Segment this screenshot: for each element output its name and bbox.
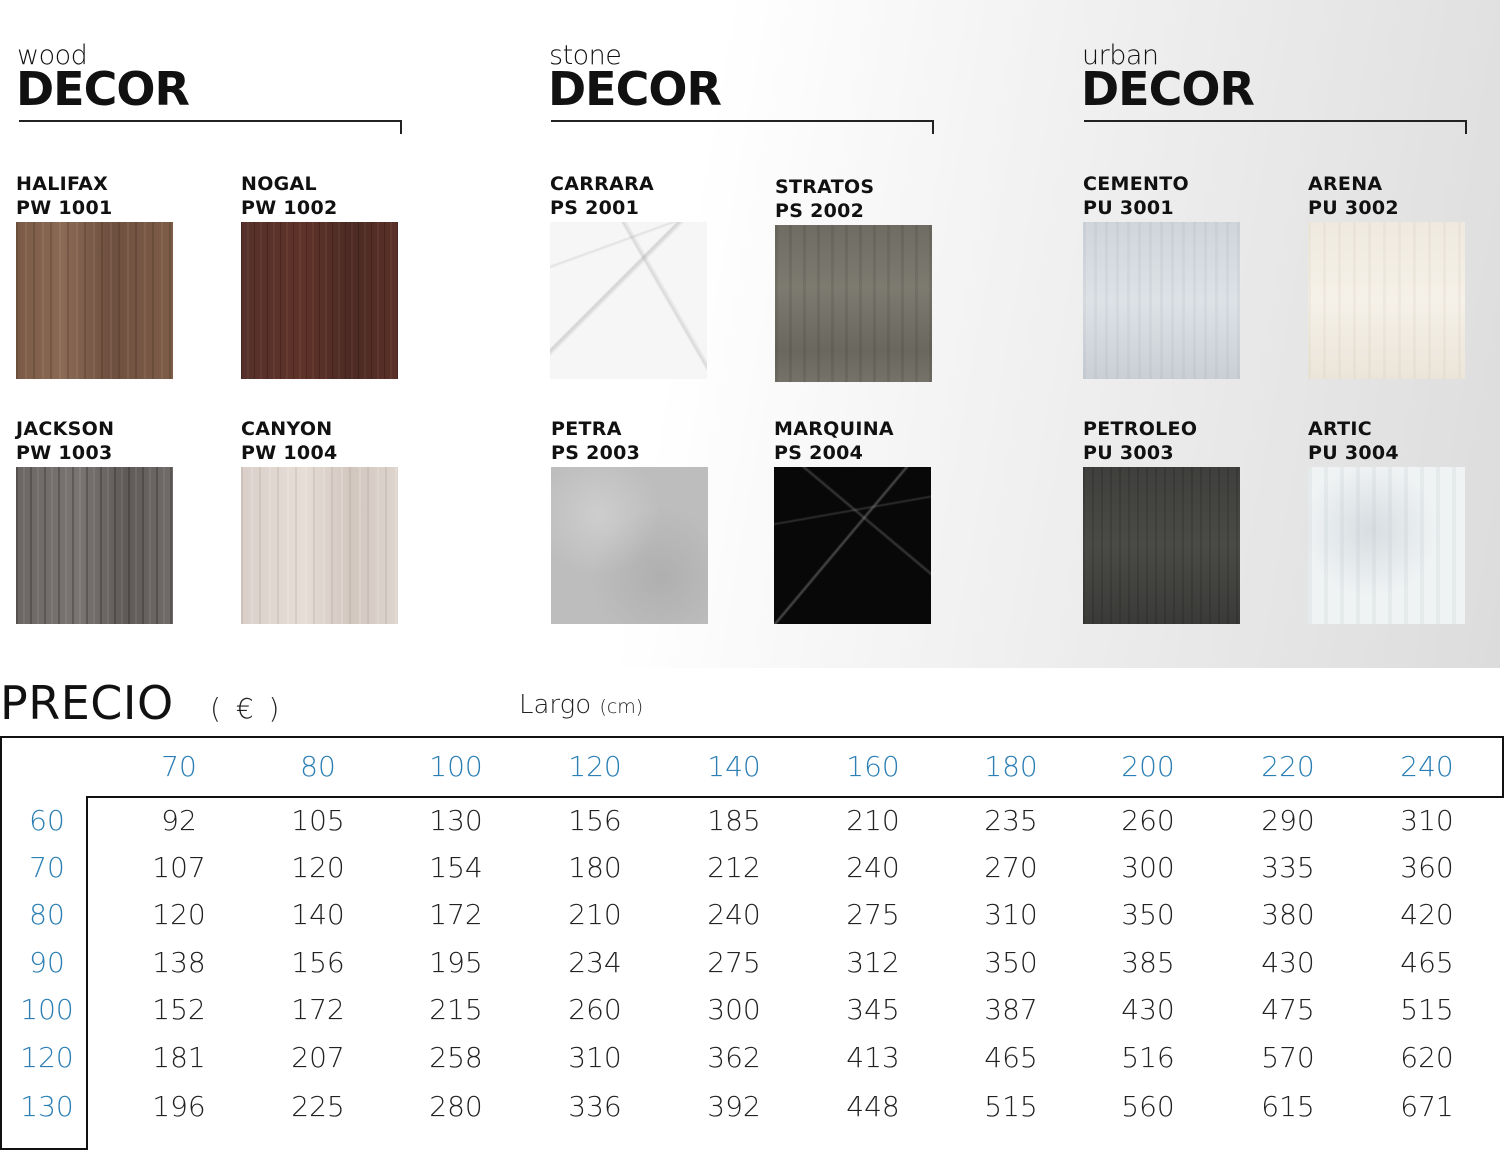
row-header: 100 xyxy=(20,993,74,1026)
price-cell: 310 xyxy=(984,898,1038,931)
column-header: 140 xyxy=(707,750,761,783)
price-cell: 275 xyxy=(846,898,900,931)
price-cell: 105 xyxy=(291,804,345,837)
table-header-divider xyxy=(86,796,1504,798)
swatch-image xyxy=(16,222,173,379)
price-cell: 240 xyxy=(707,898,761,931)
price-cell: 270 xyxy=(984,851,1038,884)
price-cell: 92 xyxy=(161,804,197,837)
price-cell: 196 xyxy=(152,1090,206,1123)
swatch-image xyxy=(1083,222,1240,379)
swatch-cemento[interactable] xyxy=(1083,172,1243,379)
price-cell: 156 xyxy=(291,946,345,979)
price-cell: 335 xyxy=(1261,851,1315,884)
price-cell: 290 xyxy=(1261,804,1315,837)
price-cell: 107 xyxy=(152,851,206,884)
swatch-code: PU 3003 xyxy=(1083,442,1174,464)
row-header: 60 xyxy=(29,804,65,837)
swatch-stratos[interactable] xyxy=(775,175,935,382)
column-header: 100 xyxy=(429,750,483,783)
wood-decor-collection xyxy=(17,36,407,646)
swatch-name: MARQUINA xyxy=(774,418,894,440)
price-cell: 310 xyxy=(1400,804,1454,837)
swatch-image xyxy=(775,225,932,382)
collection-subtitle: urban xyxy=(1082,40,1159,71)
swatch-nogal[interactable] xyxy=(241,172,401,379)
swatch-image xyxy=(1308,467,1465,624)
price-cell: 280 xyxy=(429,1090,483,1123)
price-cell: 152 xyxy=(152,993,206,1026)
row-header: 80 xyxy=(29,898,65,931)
swatch-image xyxy=(241,222,398,379)
swatch-image xyxy=(551,467,708,624)
swatch-code: PW 1004 xyxy=(241,442,338,464)
price-cell: 120 xyxy=(152,898,206,931)
collection-logo: DECOR xyxy=(1081,62,1254,116)
price-cell: 570 xyxy=(1261,1041,1315,1074)
row-header: 70 xyxy=(29,851,65,884)
column-header: 160 xyxy=(846,750,900,783)
price-cell: 560 xyxy=(1121,1090,1175,1123)
swatch-canyon[interactable] xyxy=(241,417,401,624)
price-cell: 138 xyxy=(152,946,206,979)
swatch-code: PW 1002 xyxy=(241,197,338,219)
column-header: 120 xyxy=(568,750,622,783)
swatch-name: PETRA xyxy=(551,418,622,440)
swatch-code: PU 3002 xyxy=(1308,197,1399,219)
price-cell: 185 xyxy=(707,804,761,837)
swatch-image xyxy=(16,467,173,624)
price-cell: 240 xyxy=(846,851,900,884)
swatch-petra[interactable] xyxy=(551,417,711,624)
swatch-name: JACKSON xyxy=(16,418,115,440)
swatch-name: HALIFAX xyxy=(16,173,109,195)
price-cell: 465 xyxy=(984,1041,1038,1074)
price-cell: 258 xyxy=(429,1041,483,1074)
price-cell: 300 xyxy=(707,993,761,1026)
price-cell: 362 xyxy=(707,1041,761,1074)
price-cell: 515 xyxy=(984,1090,1038,1123)
swatch-marquina[interactable] xyxy=(774,417,934,624)
price-cell: 392 xyxy=(707,1090,761,1123)
price-cell: 130 xyxy=(429,804,483,837)
price-cell: 156 xyxy=(568,804,622,837)
swatch-name: ARENA xyxy=(1308,173,1383,195)
price-cell: 210 xyxy=(846,804,900,837)
price-cell: 260 xyxy=(1121,804,1175,837)
column-header: 180 xyxy=(984,750,1038,783)
price-cell: 350 xyxy=(1121,898,1175,931)
price-cell: 225 xyxy=(291,1090,345,1123)
swatch-halifax[interactable] xyxy=(16,172,176,379)
price-cell: 235 xyxy=(984,804,1038,837)
table-bottom-border xyxy=(0,1148,88,1150)
swatch-name: CARRARA xyxy=(550,173,655,195)
collection-divider xyxy=(19,120,402,134)
price-cell: 360 xyxy=(1400,851,1454,884)
price-cell: 212 xyxy=(707,851,761,884)
swatch-name: CEMENTO xyxy=(1083,173,1189,195)
price-cell: 172 xyxy=(429,898,483,931)
price-cell: 172 xyxy=(291,993,345,1026)
collection-divider xyxy=(551,120,934,134)
column-header: 70 xyxy=(161,750,197,783)
column-header: 200 xyxy=(1121,750,1175,783)
price-cell: 615 xyxy=(1261,1090,1315,1123)
price-cell: 475 xyxy=(1261,993,1315,1026)
price-cell: 140 xyxy=(291,898,345,931)
swatch-code: PW 1003 xyxy=(16,442,113,464)
price-cell: 515 xyxy=(1400,993,1454,1026)
swatch-name: ARTIC xyxy=(1308,418,1372,440)
column-header: 80 xyxy=(300,750,336,783)
price-cell: 350 xyxy=(984,946,1038,979)
swatch-image xyxy=(1083,467,1240,624)
price-cell: 181 xyxy=(152,1041,206,1074)
price-cell: 312 xyxy=(846,946,900,979)
price-cell: 385 xyxy=(1121,946,1175,979)
urban-decor-collection xyxy=(1082,36,1472,646)
swatch-code: PW 1001 xyxy=(16,197,113,219)
price-cell: 465 xyxy=(1400,946,1454,979)
swatch-name: PETROLEO xyxy=(1083,418,1198,440)
swatch-image xyxy=(241,467,398,624)
price-cell: 310 xyxy=(568,1041,622,1074)
swatch-name: NOGAL xyxy=(241,173,317,195)
collection-logo: DECOR xyxy=(16,62,189,116)
collection-divider xyxy=(1084,120,1467,134)
price-title: PRECIO xyxy=(0,676,174,730)
price-cell: 336 xyxy=(568,1090,622,1123)
price-currency: ( € ) xyxy=(210,692,283,725)
price-cell: 180 xyxy=(568,851,622,884)
swatch-image xyxy=(1308,222,1465,379)
price-cell: 154 xyxy=(429,851,483,884)
swatch-image xyxy=(550,222,707,379)
swatch-artic[interactable] xyxy=(1308,417,1468,624)
price-cell: 300 xyxy=(1121,851,1175,884)
price-cell: 275 xyxy=(707,946,761,979)
collection-subtitle: wood xyxy=(17,40,88,71)
price-cell: 120 xyxy=(291,851,345,884)
swatch-petroleo[interactable] xyxy=(1083,417,1243,624)
price-cell: 430 xyxy=(1121,993,1175,1026)
price-cell: 448 xyxy=(846,1090,900,1123)
length-axis-label xyxy=(519,690,643,720)
price-cell: 671 xyxy=(1400,1090,1454,1123)
price-cell: 380 xyxy=(1261,898,1315,931)
length-unit: (cm) xyxy=(599,696,644,718)
column-header: 240 xyxy=(1400,750,1454,783)
swatch-image xyxy=(774,467,931,624)
swatch-carrara[interactable] xyxy=(550,172,710,379)
price-cell: 387 xyxy=(984,993,1038,1026)
price-cell: 345 xyxy=(846,993,900,1026)
stone-decor-collection xyxy=(549,36,939,646)
swatch-name: CANYON xyxy=(241,418,333,440)
collection-subtitle: stone xyxy=(549,40,622,71)
price-cell: 413 xyxy=(846,1041,900,1074)
price-cell: 260 xyxy=(568,993,622,1026)
row-header: 90 xyxy=(29,946,65,979)
swatch-name: STRATOS xyxy=(775,176,875,198)
swatch-code: PS 2002 xyxy=(775,200,865,222)
swatch-arena[interactable] xyxy=(1308,172,1468,379)
price-cell: 420 xyxy=(1400,898,1454,931)
collection-logo: DECOR xyxy=(548,62,721,116)
swatch-code: PU 3001 xyxy=(1083,197,1174,219)
price-cell: 215 xyxy=(429,993,483,1026)
swatch-jackson[interactable] xyxy=(16,417,176,624)
price-cell: 210 xyxy=(568,898,622,931)
price-cell: 516 xyxy=(1121,1041,1175,1074)
row-header: 130 xyxy=(20,1090,74,1123)
length-label: Largo xyxy=(519,690,592,720)
swatch-code: PS 2001 xyxy=(550,197,640,219)
price-cell: 207 xyxy=(291,1041,345,1074)
table-left-border xyxy=(0,736,2,1150)
price-cell: 234 xyxy=(568,946,622,979)
price-cell: 195 xyxy=(429,946,483,979)
row-header: 120 xyxy=(20,1041,74,1074)
price-cell: 620 xyxy=(1400,1041,1454,1074)
swatch-code: PS 2004 xyxy=(774,442,864,464)
price-cell: 430 xyxy=(1261,946,1315,979)
column-header: 220 xyxy=(1261,750,1315,783)
swatch-code: PU 3004 xyxy=(1308,442,1399,464)
swatch-code: PS 2003 xyxy=(551,442,641,464)
